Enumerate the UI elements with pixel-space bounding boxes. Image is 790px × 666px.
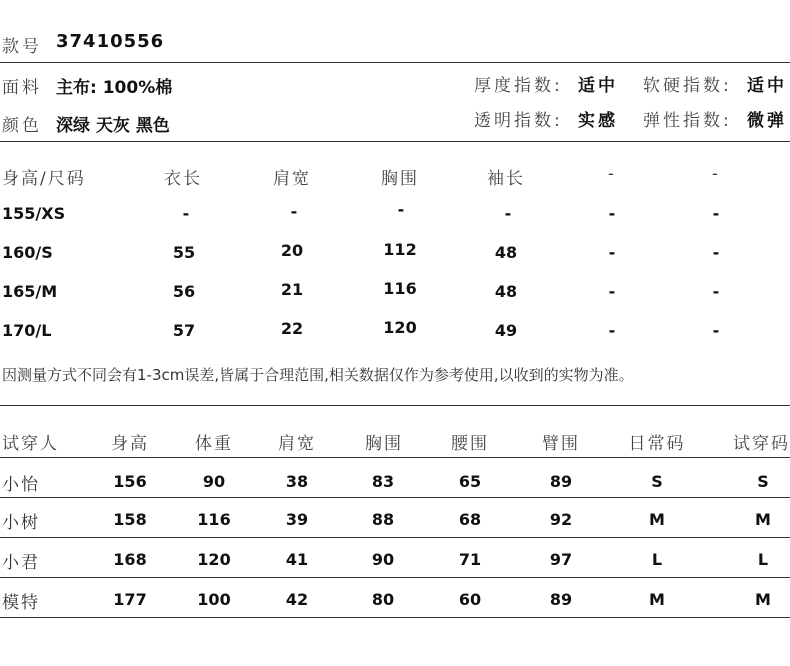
size-cell: - (608, 243, 616, 262)
size-header-cell: - (711, 164, 721, 184)
tryon-cell: L (757, 550, 769, 569)
size-cell: - (712, 204, 720, 223)
divider (0, 617, 790, 618)
tryon-cell: 177 (113, 590, 147, 609)
size-cell: 155/XS (2, 204, 66, 223)
tryon-header-cell: 腰围 (451, 434, 489, 454)
tryon-header-cell: 肩宽 (278, 434, 316, 454)
elasticity-label: 弹性指数: (643, 111, 732, 131)
divider (0, 577, 790, 578)
size-header-cell: - (607, 164, 617, 184)
tryon-header-cell: 体重 (195, 434, 233, 454)
transparency-label: 透明指数: (474, 111, 563, 131)
divider (0, 405, 790, 406)
size-cell: 116 (383, 279, 417, 298)
tryon-cell: M (755, 590, 771, 609)
size-cell: - (712, 282, 720, 301)
divider (0, 497, 790, 498)
tryon-header-cell: 身高 (111, 434, 149, 454)
tryon-cell: 80 (371, 590, 395, 609)
tryon-header-cell: 日常码 (628, 434, 686, 454)
tryon-cell: 模特 (2, 593, 40, 613)
tryon-cell: 158 (113, 510, 147, 529)
tryon-cell: 60 (458, 590, 482, 609)
tryon-cell: 89 (549, 590, 573, 609)
tryon-cell: 156 (113, 472, 147, 491)
size-cell: - (712, 321, 720, 340)
tryon-cell: 65 (458, 472, 482, 491)
tryon-cell: 小君 (2, 553, 40, 573)
tryon-header-cell: 胸围 (365, 434, 403, 454)
tryon-cell: 小树 (2, 513, 40, 533)
size-cell: 160/S (2, 243, 53, 262)
color-label: 颜色 (2, 116, 42, 136)
tryon-cell: 88 (371, 510, 395, 529)
tryon-header-cell: 臂围 (542, 434, 580, 454)
divider (0, 537, 790, 538)
tryon-header-cell: 试穿人 (2, 434, 59, 454)
tryon-header-cell: 试穿码 (733, 434, 790, 454)
softness-value: 适中 (747, 76, 787, 96)
tryon-cell: 90 (371, 550, 395, 569)
style-number-label: 款号 (2, 37, 42, 57)
size-cell: - (608, 321, 616, 340)
elasticity-value: 微弹 (747, 111, 787, 131)
tryon-cell: S (757, 472, 769, 491)
transparency-value: 实感 (578, 111, 618, 131)
softness-label: 软硬指数: (643, 76, 732, 96)
size-cell: 120 (383, 318, 417, 337)
size-cell: - (397, 200, 405, 219)
size-cell: 165/M (2, 282, 58, 301)
fabric-label: 面料 (2, 78, 42, 98)
tryon-cell: 120 (197, 550, 231, 569)
size-cell: - (608, 282, 616, 301)
tryon-cell: 68 (458, 510, 482, 529)
divider (0, 141, 790, 142)
tryon-cell: M (649, 590, 665, 609)
tryon-cell: 100 (197, 590, 231, 609)
size-cell: 22 (280, 319, 304, 338)
tryon-cell: 小怡 (2, 475, 40, 495)
divider (0, 457, 790, 458)
size-cell: 56 (172, 282, 196, 301)
measurement-note: 因测量方式不同会有1-3cm误差,皆属于合理范围,相关数据仅作为参考使用,以收到的实物为准。 (2, 366, 634, 384)
size-cell: - (504, 204, 512, 223)
tryon-cell: 38 (285, 472, 309, 491)
tryon-cell: 90 (202, 472, 226, 491)
tryon-cell: M (755, 510, 771, 529)
size-cell: 20 (280, 241, 304, 260)
size-header-cell: 胸围 (381, 169, 419, 189)
size-cell: 48 (494, 282, 518, 301)
style-number-value: 37410556 (56, 31, 165, 52)
tryon-cell: 42 (285, 590, 309, 609)
size-cell: - (182, 204, 190, 223)
size-cell: - (290, 202, 298, 221)
thickness-value: 适中 (578, 76, 618, 96)
size-cell: - (608, 204, 616, 223)
size-cell: 21 (280, 280, 304, 299)
size-header-cell: 身高/尺码 (2, 169, 86, 189)
size-cell: 170/L (2, 321, 52, 340)
size-cell: - (712, 243, 720, 262)
tryon-cell: 83 (371, 472, 395, 491)
thickness-label: 厚度指数: (474, 76, 563, 96)
size-cell: 48 (494, 243, 518, 262)
size-cell: 55 (172, 243, 196, 262)
size-cell: 49 (494, 321, 518, 340)
size-cell: 112 (383, 240, 417, 259)
tryon-cell: M (649, 510, 665, 529)
size-cell: 57 (172, 321, 196, 340)
tryon-cell: 89 (549, 472, 573, 491)
tryon-cell: 71 (458, 550, 482, 569)
tryon-cell: 168 (113, 550, 147, 569)
size-header-cell: 肩宽 (273, 169, 311, 189)
tryon-cell: 92 (549, 510, 573, 529)
tryon-cell: 116 (197, 510, 231, 529)
divider (0, 62, 790, 63)
color-value: 深绿 天灰 黑色 (56, 116, 170, 136)
tryon-cell: 39 (285, 510, 309, 529)
size-header-cell: 衣长 (164, 169, 202, 189)
tryon-cell: S (651, 472, 663, 491)
size-header-cell: 袖长 (487, 169, 525, 189)
fabric-value: 主布: 100%棉 (56, 78, 173, 98)
tryon-cell: 97 (549, 550, 573, 569)
tryon-cell: L (651, 550, 663, 569)
tryon-cell: 41 (285, 550, 309, 569)
